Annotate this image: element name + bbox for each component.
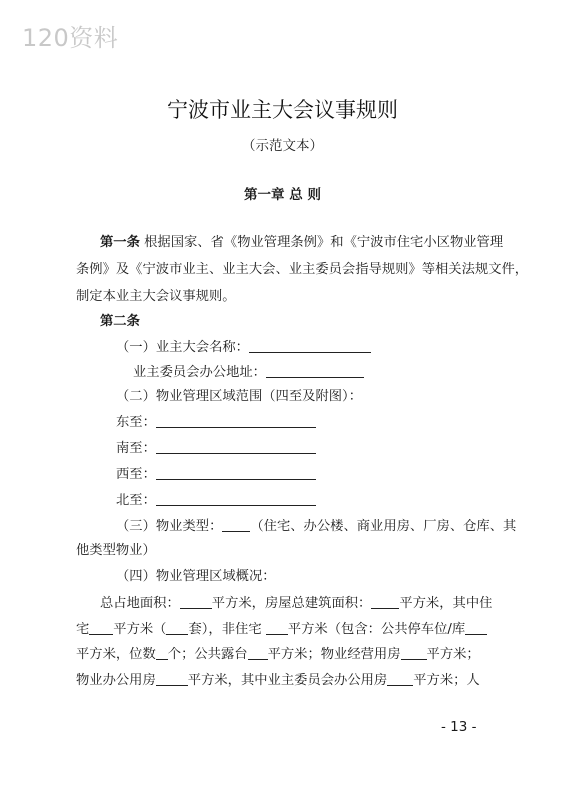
overview-blank: [401, 645, 427, 660]
overview-blank: [465, 620, 487, 635]
property-type-continued: 他类型物业）: [76, 543, 156, 558]
overview-text: 平方米（: [113, 622, 167, 637]
overview-blank: [156, 645, 168, 660]
article1-line3: 制定本业主大会议事规则。: [76, 289, 236, 304]
east-blank: [156, 413, 316, 428]
overview-text: 平方米，位数: [76, 647, 156, 662]
assembly-name-label: （一）业主大会名称：: [116, 340, 249, 355]
north-row: [116, 491, 316, 510]
assembly-name-blank: [249, 338, 371, 353]
article2-label: 第二条: [100, 314, 140, 329]
overview-text: 平方米，其中业主委员会办公用房: [187, 673, 388, 688]
article1-line2: 条例》及《宁波市业主、业主大会、业主委员会指导规则》等相关法规文件，: [76, 262, 529, 277]
west-row: [116, 465, 316, 484]
document-title: 宁波市业主大会议事规则: [167, 98, 398, 122]
overview-line2: [76, 620, 487, 639]
overview-text: 套），非住宅: [188, 622, 266, 637]
east-row: [116, 413, 316, 432]
office-address-blank: [266, 363, 364, 378]
article1-text1: 根据国家、省《物业管理条例》和《宁波市住宅小区物业管理: [139, 235, 504, 250]
north-blank: [156, 491, 316, 506]
overview-blank: [89, 620, 113, 635]
overview-text: 平方米，其中住: [399, 596, 493, 611]
overview-line4: [76, 671, 480, 690]
overview-text: 宅: [76, 622, 90, 637]
overview-blank: [387, 671, 413, 686]
area-range-label: （二）物业管理区域范围（四至及附图）：: [116, 389, 362, 404]
assembly-name-row: [116, 338, 371, 357]
overview-text: 总占地面积：: [100, 596, 180, 611]
overview-text: 平方米；物业经营用房: [267, 647, 401, 662]
page-number: - 13 -: [441, 719, 477, 735]
overview-blank: [166, 620, 188, 635]
property-type-options: （住宅、办公楼、商业用房、厂房、仓库、其: [250, 519, 517, 534]
east-label: 东至：: [116, 415, 156, 430]
overview-text: 平方米（包含：公共停车位/库: [287, 622, 466, 637]
overview-blank: [180, 594, 212, 609]
overview-line3: [76, 645, 480, 664]
west-label: 西至：: [116, 467, 156, 482]
west-blank: [156, 465, 316, 480]
overview-label: （四）物业管理区域概况：: [116, 569, 276, 584]
overview-line1: [100, 594, 492, 613]
office-address-row: [133, 363, 364, 382]
property-type-blank: [222, 517, 250, 532]
overview-text: 物业办公用房: [76, 673, 156, 688]
watermark-logo: 120资料: [22, 24, 119, 52]
overview-text: 平方米；人: [413, 673, 480, 688]
overview-text: 个；公共露台: [167, 647, 248, 662]
overview-text: 平方米，房屋总建筑面积：: [211, 596, 372, 611]
north-label: 北至：: [116, 493, 156, 508]
south-blank: [156, 439, 316, 454]
overview-blank: [248, 645, 268, 660]
property-type-row: [116, 517, 516, 536]
article1-line1: [100, 234, 503, 252]
overview-text: 平方米；: [426, 647, 480, 662]
document-subtitle: （示范文本）: [242, 138, 323, 154]
office-address-label: 业主委员会办公地址：: [133, 365, 266, 380]
overview-blank: [156, 671, 188, 686]
overview-blank: [371, 594, 399, 609]
overview-blank: [266, 620, 288, 635]
article1-label: 第一条: [100, 235, 140, 250]
property-type-label: （三）物业类型：: [116, 519, 223, 534]
south-label: 南至：: [116, 441, 156, 456]
chapter-heading: 第一章 总 则: [244, 187, 321, 203]
south-row: [116, 439, 316, 458]
